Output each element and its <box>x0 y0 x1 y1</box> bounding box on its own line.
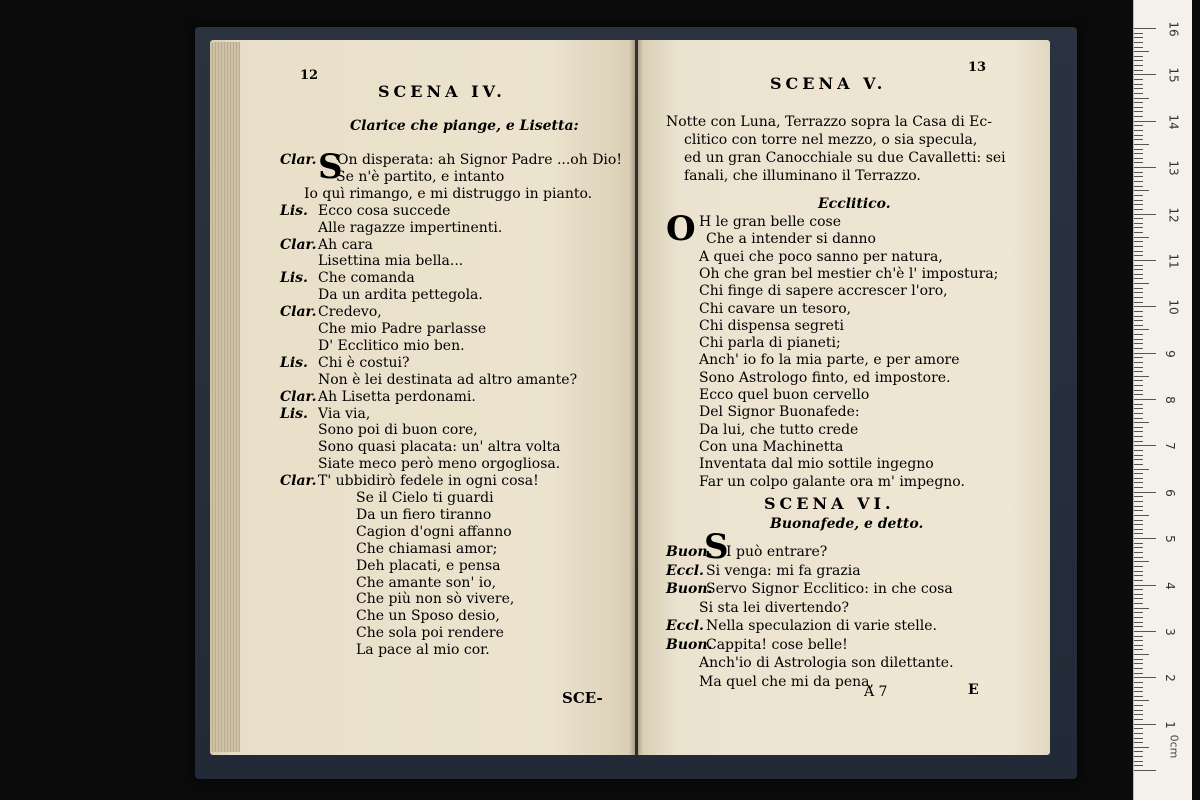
ruler-tick <box>1134 608 1149 609</box>
verse-line: Da un fiero tiranno <box>356 506 492 523</box>
ruler-tick <box>1134 28 1156 29</box>
ruler-tick <box>1134 227 1143 228</box>
ruler-tick <box>1134 598 1143 599</box>
ruler-tick <box>1134 260 1156 261</box>
ruler-tick <box>1134 149 1143 150</box>
ruler-tick <box>1134 557 1143 558</box>
ruler-tick <box>1134 636 1143 637</box>
ruler-number: 3 <box>1162 628 1177 636</box>
ruler-tick <box>1134 237 1149 238</box>
scene-title-left: SCENA IV. <box>378 82 506 101</box>
setting-line: clitico con torre nel mezzo, o sia specula, <box>684 132 978 148</box>
signature-mark: A 7 <box>864 684 888 700</box>
ruler-tick <box>1134 74 1156 75</box>
verse-line: Deh placati, e pensa <box>356 557 501 574</box>
ruler-tick <box>1134 543 1143 544</box>
verse-line: Chi finge di sapere accrescer l'oro, <box>699 283 948 300</box>
verse-line: Che un Sposo desio, <box>356 608 500 625</box>
verse-line: Che a intender si danno <box>706 231 876 248</box>
ruler-tick <box>1134 232 1143 233</box>
ruler-tick <box>1134 654 1149 655</box>
ruler-tick <box>1134 269 1143 270</box>
verse-line: A quei che poco sanno per natura, <box>699 248 943 265</box>
setting-line: Notte con Luna, Terrazzo sopra la Casa di Ec- <box>666 114 992 130</box>
ruler-tick <box>1134 255 1143 256</box>
verse-line: Che più non sò vivere, <box>356 591 515 608</box>
ruler-tick <box>1134 719 1143 720</box>
ruler-tick <box>1134 42 1143 43</box>
ruler-tick <box>1134 51 1149 52</box>
ruler-tick <box>1134 200 1143 201</box>
verse-line: Oh che gran bel mestier ch'è l' impostura; <box>699 265 999 282</box>
ruler-tick <box>1134 761 1143 762</box>
speaker-label: Lis. <box>280 405 308 422</box>
verse-line: Chi parla di pianeti; <box>699 335 841 352</box>
ruler-tick <box>1134 246 1143 247</box>
measurement-ruler <box>1133 0 1192 800</box>
speaker-label: Clar. <box>280 388 317 405</box>
verse-line: Alle ragazze impertinenti. <box>318 219 503 236</box>
scene-title-2: SCENA VI. <box>764 494 895 513</box>
ruler-number: 2 <box>1162 674 1177 683</box>
speaker-label: Buon. <box>666 636 713 653</box>
ruler-unit: 0cm <box>1167 734 1181 759</box>
verse-line: Se n'è partito, e intanto <box>336 168 505 185</box>
ruler-tick <box>1134 93 1143 94</box>
stage-direction-left: Clarice che piange, e Lisetta: <box>350 118 579 134</box>
ruler-tick <box>1134 158 1143 159</box>
speaker-label: Lis. <box>280 202 308 219</box>
ruler-tick <box>1134 292 1143 293</box>
ruler-tick <box>1134 334 1143 335</box>
page-edges <box>210 42 240 752</box>
ruler-number: 11 <box>1166 253 1181 269</box>
ruler-tick <box>1134 176 1143 177</box>
ruler-tick <box>1134 450 1143 451</box>
ruler-tick <box>1134 552 1143 553</box>
ruler-tick <box>1134 306 1156 307</box>
ruler-tick <box>1134 538 1156 539</box>
ruler-tick <box>1134 469 1149 470</box>
ruler-number: 1 <box>1162 720 1177 729</box>
verse-line: Credevo, <box>318 304 382 321</box>
ruler-tick <box>1134 204 1143 205</box>
ruler-tick <box>1134 172 1143 173</box>
ruler-tick <box>1134 135 1143 136</box>
ruler-tick <box>1134 659 1143 660</box>
ruler-tick <box>1134 645 1143 646</box>
ruler-tick <box>1134 585 1156 586</box>
ruler-tick <box>1134 455 1143 456</box>
verse-line: Ah Lisetta perdonami. <box>318 388 476 405</box>
verse-line: Non è lei destinata ad altro amante? <box>318 371 578 388</box>
ruler-tick <box>1134 464 1143 465</box>
drop-cap-letter: O <box>666 209 696 249</box>
ruler-number: 5 <box>1162 535 1177 543</box>
scene-title-right: SCENA V. <box>770 74 887 93</box>
ruler-tick <box>1134 325 1143 326</box>
ruler-tick <box>1134 445 1156 446</box>
ruler-tick <box>1134 640 1143 641</box>
speaker-label: Buon. <box>666 544 713 560</box>
drop-cap-letter: S <box>704 527 729 567</box>
ruler-tick <box>1134 626 1143 627</box>
page-number-right: 13 <box>968 60 987 75</box>
ruler-tick <box>1134 125 1143 126</box>
ruler-tick <box>1134 617 1143 618</box>
ruler-tick <box>1134 371 1143 372</box>
ruler-tick <box>1134 385 1143 386</box>
ruler-number: 6 <box>1162 488 1177 497</box>
ruler-tick <box>1134 418 1143 419</box>
ruler-tick <box>1134 265 1143 266</box>
catchword-left: SCE- <box>562 689 603 707</box>
ruler-tick <box>1134 631 1156 632</box>
ruler-tick <box>1134 376 1149 377</box>
ruler-tick <box>1134 348 1143 349</box>
ruler-tick <box>1134 390 1143 391</box>
ruler-tick <box>1134 441 1143 442</box>
ruler-tick <box>1134 404 1143 405</box>
ruler-tick <box>1134 533 1143 534</box>
verse-line: Chi è costui? <box>318 354 410 371</box>
verse-line: On disperata: ah Signor Padre ...oh Dio! <box>337 152 622 168</box>
ruler-tick <box>1134 98 1149 99</box>
verse-line: Siate meco però meno orgogliosa. <box>318 456 561 473</box>
ruler-tick <box>1134 612 1143 613</box>
ruler-number: 14 <box>1166 114 1181 130</box>
ruler-tick <box>1134 710 1143 711</box>
ruler-tick <box>1134 473 1143 474</box>
ruler-tick <box>1134 56 1143 57</box>
ruler-tick <box>1134 47 1143 48</box>
ruler-tick <box>1134 380 1143 381</box>
setting-line: fanali, che illuminano il Terrazzo. <box>684 168 921 184</box>
verse-line: Cagion d'ogni affanno <box>356 523 512 540</box>
verse-line: D' Ecclitico mio ben. <box>318 337 465 354</box>
verse-line: Chi dispensa segreti <box>699 317 845 334</box>
ruler-tick <box>1134 190 1149 191</box>
ruler-tick <box>1134 394 1143 395</box>
ruler-tick <box>1134 181 1143 182</box>
ruler-tick <box>1134 756 1143 757</box>
verse-line: Con una Machinetta <box>699 438 844 455</box>
speaker-label: Eccl. <box>666 618 704 634</box>
setting-line: ed un gran Canocchiale su due Cavalletti: sei <box>684 150 1006 166</box>
ruler-tick <box>1134 691 1143 692</box>
ruler-tick <box>1134 241 1143 242</box>
ruler-number: 4 <box>1162 581 1177 590</box>
ruler-tick <box>1134 422 1149 423</box>
ruler-tick <box>1134 278 1143 279</box>
ruler-number: 8 <box>1162 396 1177 404</box>
ruler-tick <box>1134 520 1143 521</box>
speaker-label: Lis. <box>280 270 308 287</box>
ruler-tick <box>1134 515 1149 516</box>
ruler-tick <box>1134 153 1143 154</box>
verse-line: Nella speculazion di varie stelle. <box>706 618 937 634</box>
ruler-tick <box>1134 492 1156 493</box>
ruler-number: 12 <box>1166 206 1181 223</box>
ruler-tick <box>1134 223 1143 224</box>
ruler-number: 15 <box>1166 67 1181 84</box>
book-gutter <box>629 40 643 755</box>
ruler-tick <box>1134 88 1143 89</box>
ruler-tick <box>1134 770 1156 771</box>
ruler-tick <box>1134 575 1143 576</box>
ruler-tick <box>1134 728 1143 729</box>
ruler-tick <box>1134 510 1143 511</box>
verse-line: Sono quasi placata: un' altra volta <box>318 439 561 456</box>
ruler-tick <box>1134 329 1149 330</box>
ruler-tick <box>1134 687 1143 688</box>
verse-line: Anch'io di Astrologia son dilettante. <box>699 655 954 671</box>
ruler-number: 10 <box>1166 299 1181 315</box>
ruler-tick <box>1134 283 1149 284</box>
verse-line: Servo Signor Ecclitico: in che cosa <box>706 581 953 597</box>
ruler-tick <box>1134 478 1143 479</box>
ruler-tick <box>1134 399 1156 400</box>
ruler-number: 9 <box>1162 349 1177 358</box>
ruler-tick <box>1134 102 1143 103</box>
verse-line: Che sola poi rendere <box>356 625 504 642</box>
verse-line: Che mio Padre parlasse <box>318 321 487 337</box>
ruler-tick <box>1134 186 1143 187</box>
ruler-tick <box>1134 33 1143 34</box>
ruler-tick <box>1134 218 1143 219</box>
ruler-tick <box>1134 668 1143 669</box>
ruler-tick <box>1134 121 1156 122</box>
ruler-tick <box>1134 724 1156 725</box>
verse-line: Anch' io fo la mia parte, e per amore <box>699 352 960 369</box>
speaker-label: Clar. <box>280 236 317 253</box>
ruler-tick <box>1134 738 1143 739</box>
ruler-tick <box>1134 70 1143 71</box>
speaker-label: Clar. <box>280 152 317 168</box>
speaker-label: Buon. <box>666 581 713 597</box>
ruler-tick <box>1134 566 1143 567</box>
speaker-label: Clar. <box>280 304 317 321</box>
verse-line: Del Signor Buonafede: <box>699 404 860 421</box>
ruler-tick <box>1134 700 1149 701</box>
ruler-number: 13 <box>1166 160 1181 176</box>
ruler-tick <box>1134 209 1143 210</box>
ruler-tick <box>1134 733 1143 734</box>
ruler-tick <box>1134 357 1143 358</box>
ruler-tick <box>1134 765 1143 766</box>
verse-line: Si sta lei divertendo? <box>699 599 849 616</box>
ruler-tick <box>1134 561 1149 562</box>
verse-line: Cappita! cose belle! <box>706 636 848 653</box>
ruler-tick <box>1134 316 1143 317</box>
verse-line: Via via, <box>318 405 371 422</box>
ruler-tick <box>1134 751 1143 752</box>
verse-line: Chi cavare un tesoro, <box>699 300 852 317</box>
ruler-tick <box>1134 214 1156 215</box>
ruler-tick <box>1134 714 1143 715</box>
verse-line: Sono Astrologo finto, ed impostore. <box>699 369 951 386</box>
ruler-tick <box>1134 353 1156 354</box>
ruler-tick <box>1134 167 1156 168</box>
verse-line: Che chiamasi amor; <box>356 540 498 557</box>
ruler-tick <box>1134 84 1143 85</box>
ruler-tick <box>1134 130 1143 131</box>
ruler-tick <box>1134 144 1149 145</box>
verse-line: Da lui, che tutto crede <box>699 421 859 438</box>
ruler-tick <box>1134 65 1143 66</box>
verse-line: Ecco cosa succede <box>318 202 451 219</box>
speaker-label: Clar. <box>280 473 317 490</box>
page-number-left: 12 <box>300 68 319 83</box>
ruler-tick <box>1134 302 1143 303</box>
ruler-tick <box>1134 408 1143 409</box>
ruler-tick <box>1134 501 1143 502</box>
ruler-tick <box>1134 487 1143 488</box>
ruler-tick <box>1134 603 1143 604</box>
ruler-tick <box>1134 482 1143 483</box>
verse-line: Inventata dal mio sottile ingegno <box>699 456 934 473</box>
ruler-tick <box>1134 506 1143 507</box>
ruler-tick <box>1134 677 1156 678</box>
verse-line: Lisettina mia bella... <box>318 253 464 270</box>
verse-line: Sono poi di buon core, <box>318 422 478 439</box>
ruler-tick <box>1134 589 1143 590</box>
ruler-tick <box>1134 524 1143 525</box>
drop-cap-letter: S <box>318 147 343 187</box>
ruler-tick <box>1134 37 1143 38</box>
ruler-tick <box>1134 742 1143 743</box>
ruler-tick <box>1134 427 1143 428</box>
speaker-heading: Ecclitico. <box>818 196 891 212</box>
ruler-tick <box>1134 297 1143 298</box>
ruler-tick <box>1134 367 1143 368</box>
ruler-tick <box>1134 311 1143 312</box>
ruler-tick <box>1134 436 1143 437</box>
ruler-tick <box>1134 413 1143 414</box>
verse-line: Si venga: mi fa grazia <box>706 562 861 579</box>
speaker-label: Eccl. <box>666 562 704 579</box>
ruler-tick <box>1134 682 1143 683</box>
verse-line: I può entrare? <box>726 544 828 560</box>
ruler-tick <box>1134 251 1143 252</box>
verse-line: Che comanda <box>318 270 415 287</box>
ruler-tick <box>1134 431 1143 432</box>
verse-line: Ah cara <box>318 236 373 253</box>
ruler-tick <box>1134 362 1143 363</box>
ruler-tick <box>1134 339 1143 340</box>
ruler-tick <box>1134 459 1143 460</box>
ruler-tick <box>1134 622 1143 623</box>
verse-line: Se il Cielo ti guardi <box>356 490 494 506</box>
ruler-tick <box>1134 696 1143 697</box>
verse-line: Far un colpo galante ora m' impegno. <box>699 473 965 490</box>
ruler-tick <box>1134 529 1143 530</box>
ruler-number: 16 <box>1166 21 1181 37</box>
stage-direction-right: Buonafede, e detto. <box>770 516 924 532</box>
ruler-tick <box>1134 571 1143 572</box>
ruler-tick <box>1134 673 1143 674</box>
verse-line: H le gran belle cose <box>699 214 842 230</box>
ruler-tick <box>1134 747 1149 748</box>
ruler-tick <box>1134 139 1143 140</box>
speaker-label: Lis. <box>280 354 308 371</box>
ruler-tick <box>1134 288 1143 289</box>
ruler-tick <box>1134 79 1143 80</box>
ruler-tick <box>1134 705 1143 706</box>
verse-line: Io quì rimango, e mi distruggo in pianto. <box>304 185 593 202</box>
ruler-tick <box>1134 496 1143 497</box>
ruler-tick <box>1134 320 1143 321</box>
ruler-tick <box>1134 663 1143 664</box>
ruler-tick <box>1134 649 1143 650</box>
catchword-right: E <box>968 682 979 698</box>
ruler-tick <box>1134 594 1143 595</box>
verse-line: Da un ardita pettegola. <box>318 287 483 304</box>
ruler-tick <box>1134 580 1143 581</box>
verse-line: Ecco quel buon cervello <box>699 387 870 403</box>
ruler-tick <box>1134 60 1143 61</box>
verse-line: Ma quel che mi da pena, <box>699 673 874 690</box>
verse-line: La pace al mio cor. <box>356 642 490 659</box>
ruler-number: 7 <box>1162 442 1177 451</box>
ruler-tick <box>1134 547 1143 548</box>
ruler-tick <box>1134 343 1143 344</box>
ruler-tick <box>1134 162 1143 163</box>
verse-line: Che amante son' io, <box>356 574 497 591</box>
ruler-tick <box>1134 111 1143 112</box>
ruler-tick <box>1134 195 1143 196</box>
verse-line: T' ubbidirò fedele in ogni cosa! <box>318 473 539 490</box>
ruler-tick <box>1134 274 1143 275</box>
ruler-tick <box>1134 116 1143 117</box>
ruler-tick <box>1134 107 1143 108</box>
